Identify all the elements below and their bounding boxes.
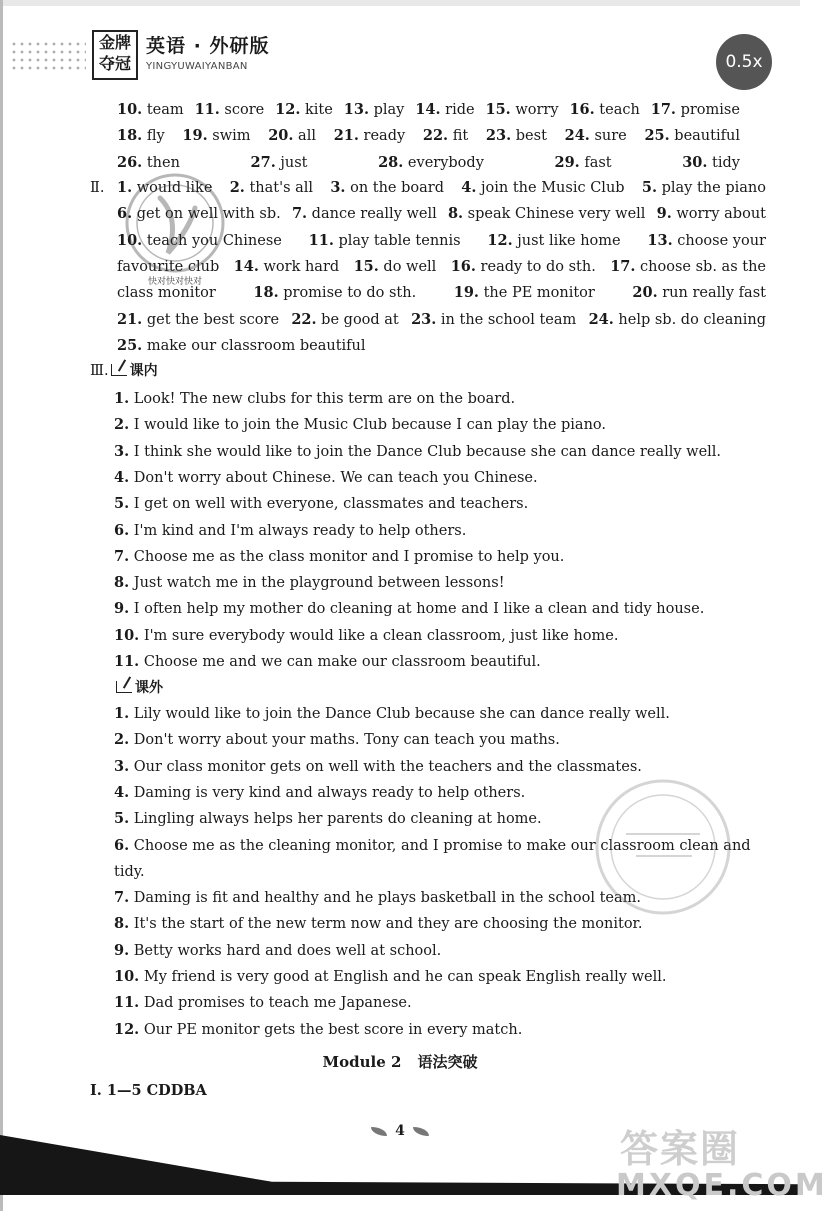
phrase-item: 29. fast	[554, 153, 612, 171]
phrase-item: 11. score	[194, 101, 265, 118]
phrase-item: 12. just like home	[487, 231, 621, 249]
section-3-label: Ⅲ.	[90, 363, 109, 379]
stamp-mark	[120, 168, 230, 288]
sentence-line: 10. My friend is very good at English and he can speak English really well.	[114, 968, 667, 985]
sentence-line: 5. Lingling always helps her parents do cleaning at home.	[114, 810, 542, 828]
phrase-item: 10. teach you Chinese	[117, 231, 282, 249]
phrase-row	[117, 336, 366, 356]
phrase-item: 15. worry	[485, 101, 559, 118]
phrase-item: 24. help sb. do cleaning	[588, 310, 766, 328]
phrase-item: 25. make our classroom beautiful	[117, 336, 366, 354]
logo-line-1: 金牌	[98, 33, 131, 52]
answer-line: Ⅰ. 1—5 CDDBA	[90, 1082, 207, 1099]
page-number: 4	[395, 1123, 405, 1139]
phrase-item: 18. fly	[117, 127, 165, 145]
phrase-item: class monitor	[117, 285, 216, 302]
sentence-line: 4. Daming is very kind and always ready to help others.	[114, 783, 526, 801]
stamp-mark-2	[588, 772, 738, 922]
section-3-extra-label: 课外	[135, 680, 163, 696]
subject-title: 英语 · 外研版	[146, 35, 270, 57]
sentence-line: 11. Dad promises to teach me Japanese.	[114, 994, 412, 1012]
sentence-line: 3. I think she would like to join the Dance Club because she can dance really well.	[114, 442, 722, 460]
phrase-item: 17. choose sb. as the	[610, 257, 766, 275]
phrase-row	[117, 126, 740, 146]
phrase-item: 30. tidy	[682, 153, 740, 171]
phrase-item: 19. the PE monitor	[453, 284, 595, 302]
leaf-right-icon	[413, 1127, 429, 1136]
module-title: Module 2	[322, 1053, 402, 1071]
brand-logo	[92, 30, 138, 80]
phrase-item: 21. ready	[333, 127, 406, 145]
sentence-line: 5. I get on well with everyone, classmates and teachers.	[114, 495, 529, 513]
phrase-item: 7. dance really well	[291, 205, 437, 223]
phrase-item: 22. fit	[422, 127, 469, 145]
header-dot-pattern	[10, 40, 86, 70]
phrase-item: 23. best	[485, 127, 547, 145]
phrase-item: 5. play the piano	[641, 179, 766, 196]
phrase-item: favourite club	[117, 258, 220, 275]
phrase-item: 15. do well	[353, 257, 437, 275]
phrase-item: 21. get the best score	[117, 310, 280, 328]
phrase-item: 13. play	[343, 101, 405, 118]
phrase-item: 22. be good at	[291, 310, 399, 328]
phrase-row	[117, 100, 740, 120]
sentence-line: 2. I would like to join the Music Club because I can play the piano.	[114, 416, 606, 434]
phrase-item: 12. kite	[275, 101, 333, 118]
pencil-icon	[111, 364, 127, 376]
phrase-item: 14. ride	[415, 101, 475, 118]
phrase-item: 26. then	[117, 153, 180, 171]
phrase-item: 17. promise	[650, 101, 740, 118]
sentence-line: 8. It's the start of the new term now and they are choosing the monitor.	[114, 915, 643, 933]
sentence-line: 6. I'm kind and I'm always ready to help others.	[114, 521, 467, 539]
page-edge	[0, 0, 3, 1211]
phrase-item: 20. run really fast	[632, 284, 766, 302]
section-3-header	[90, 361, 158, 381]
watermark-logo: 答案圈	[620, 1127, 741, 1171]
phrase-item: 4. join the Music Club	[461, 179, 625, 196]
phrase-item: 24. sure	[564, 127, 627, 145]
phrase-item: 23. in the school team	[411, 310, 577, 328]
sentence-line: 1. Lily would like to join the Dance Club because she can dance really well.	[114, 705, 670, 722]
sentence-line: 9. Betty works hard and does well at school.	[114, 941, 442, 959]
sentence-line: tidy.	[114, 863, 145, 880]
phrase-item: 27. just	[250, 153, 308, 171]
sentence-line: 9. I often help my mother do cleaning at home and I like a clean and tidy house.	[114, 600, 705, 618]
phrase-item: 25. beautiful	[644, 127, 740, 145]
watermark-url: MXQE.COM	[616, 1168, 828, 1203]
phrase-item: 16. teach	[569, 101, 640, 118]
subject-pinyin: YINGYUWAIYANBAN	[146, 61, 248, 72]
phrase-item: 2. that's all	[229, 179, 314, 196]
sentence-line: 2. Don't worry about your maths. Tony can teach you maths.	[114, 731, 560, 749]
logo-line-2: 夺冠	[98, 54, 131, 73]
module-subtitle: 语法突破	[417, 1053, 478, 1071]
pencil-icon	[116, 681, 132, 693]
phrase-item: 20. all	[268, 127, 316, 145]
sentence-line: 7. Choose me as the class monitor and I promise to help you.	[114, 547, 565, 565]
section-3-in-class-label: 课内	[129, 363, 158, 379]
phrase-item: 6. get on well with sb.	[117, 205, 281, 223]
phrase-item: 10. team	[117, 101, 184, 118]
sentence-line: 11. Choose me and we can make our classroom beautiful.	[114, 653, 541, 670]
module-heading	[0, 1051, 800, 1072]
phrase-item: 14. work hard	[233, 257, 340, 275]
phrase-item: 11. play table tennis	[308, 231, 461, 249]
sentence-line: 10. I'm sure everybody would like a clean classroom, just like home.	[114, 626, 619, 644]
phrase-item: 19. swim	[182, 127, 251, 145]
phrase-item: 28. everybody	[378, 153, 484, 171]
leaf-left-icon	[371, 1127, 387, 1136]
section-2-label: Ⅱ.	[90, 180, 105, 196]
sentence-line: 6. Choose me as the cleaning monitor, and I promise to make our classroom clean and	[114, 836, 751, 854]
sentence-line: 3. Our class monitor gets on well with the teachers and the classmates.	[114, 757, 642, 775]
section-3-out-header	[114, 678, 163, 698]
zoom-level-button[interactable]: 0.5x	[716, 34, 772, 90]
phrase-item: 8. speak Chinese very well	[447, 205, 646, 223]
sentence-line: 7. Daming is fit and healthy and he plays basketball in the school team.	[114, 889, 642, 907]
phrase-item: 13. choose your	[647, 231, 766, 249]
sentence-line: 12. Our PE monitor gets the best score in every match.	[114, 1020, 523, 1038]
phrase-item: 9. worry about	[656, 205, 766, 223]
phrase-item: 3. on the board	[330, 179, 444, 196]
phrase-row	[117, 310, 766, 330]
sentence-line: 1. Look! The new clubs for this term are on the board.	[114, 390, 516, 407]
stamp-caption: 快对快对快对	[148, 277, 203, 287]
top-strip	[0, 0, 800, 6]
sentence-line: 8. Just watch me in the playground between lessons!	[114, 574, 505, 592]
phrase-item: 18. promise to do sth.	[253, 284, 417, 302]
sentence-line: 4. Don't worry about Chinese. We can teach you Chinese.	[114, 468, 538, 486]
phrase-item: 1. would like	[117, 179, 213, 196]
phrase-item: 16. ready to do sth.	[450, 257, 596, 275]
